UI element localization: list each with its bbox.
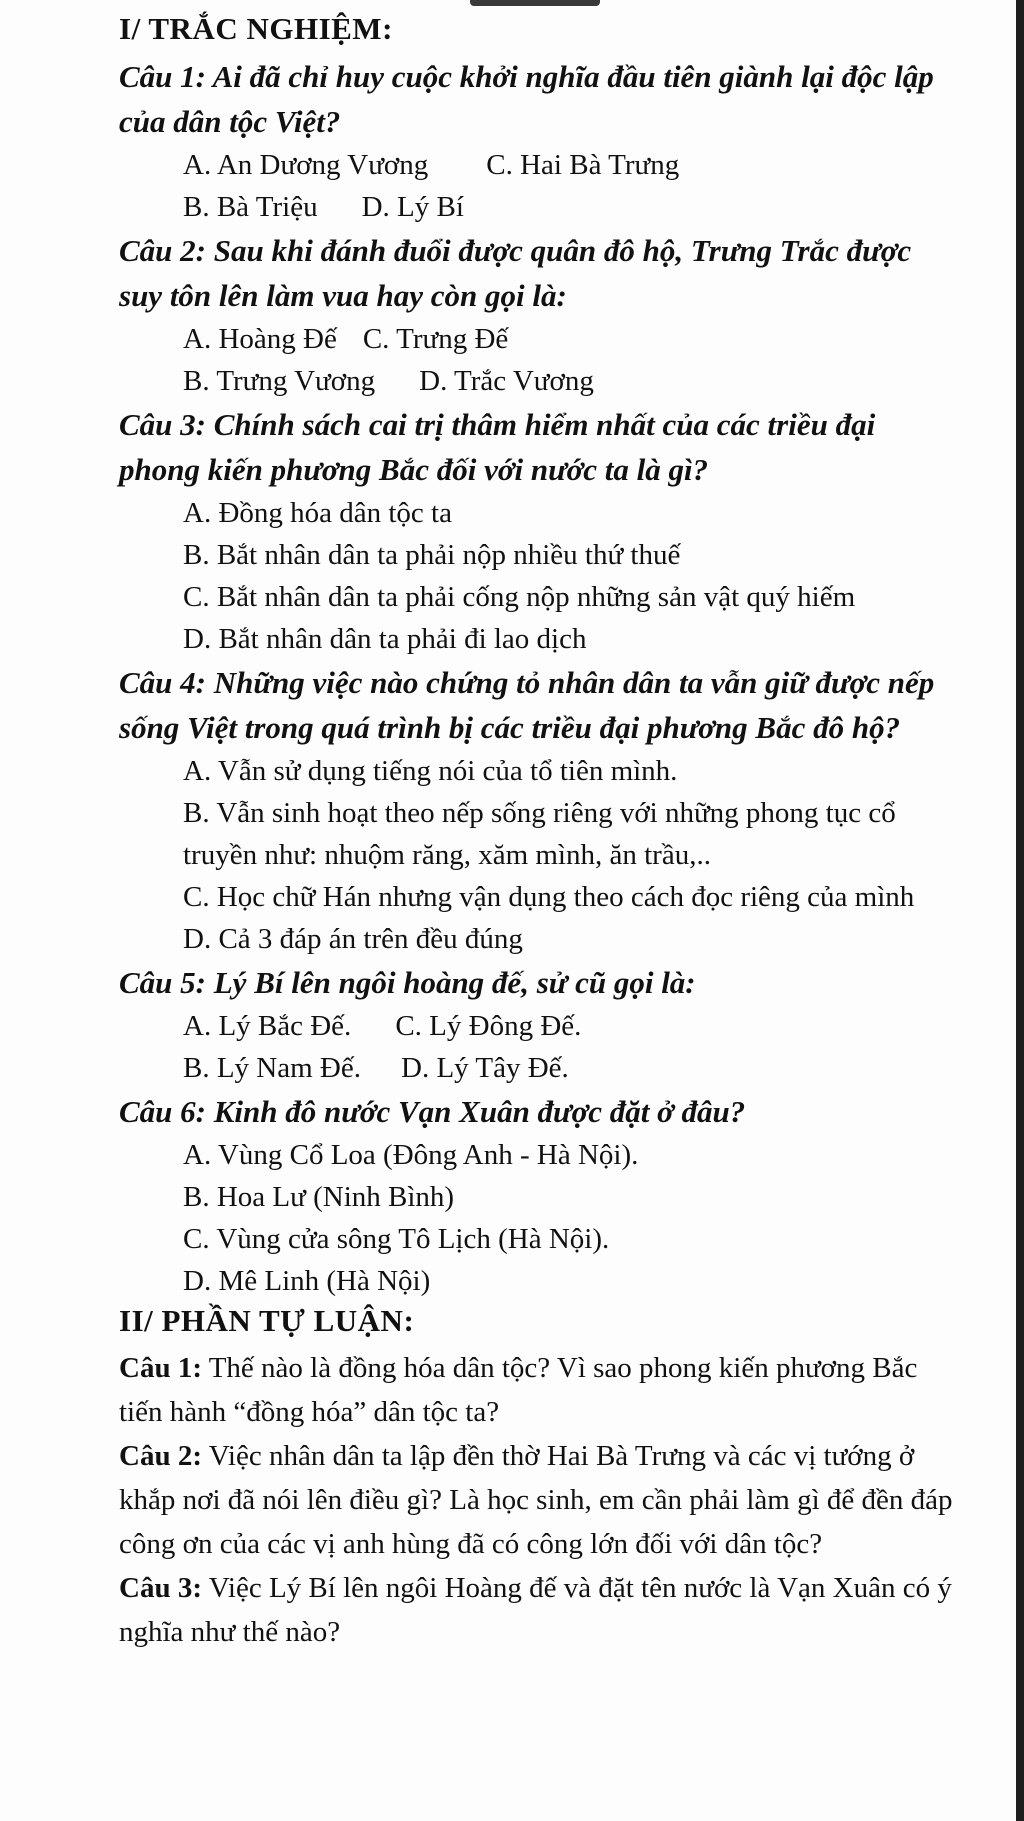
essay-question-2 bbox=[119, 1434, 959, 1566]
essay-label: Câu 2: bbox=[119, 1440, 202, 1472]
question-text: Chính sách cai trị thâm hiểm nhất của các triều đại phong kiến phương Bắc đối với nước ta là gì? bbox=[119, 407, 876, 487]
question-text: Ai đã chỉ huy cuộc khởi nghĩa đầu tiên giành lại độc lập của dân tộc Việt? bbox=[119, 59, 934, 139]
answer-options bbox=[119, 1005, 959, 1089]
question-4 bbox=[119, 660, 959, 960]
section-1-heading: I/ TRẮC NGHIỆM: bbox=[119, 11, 393, 46]
essay-question-1 bbox=[119, 1346, 959, 1434]
question-label: Câu 4: bbox=[119, 665, 206, 700]
essay-text: Việc Lý Bí lên ngôi Hoàng đế và đặt tên nước là Vạn Xuân có ý nghĩa như thế nào? bbox=[119, 1572, 952, 1648]
option-b: B. Bắt nhân dân ta phải nộp nhiều thứ thuế bbox=[183, 539, 681, 571]
answer-options bbox=[119, 144, 959, 228]
worksheet-content bbox=[119, 12, 959, 1654]
question-6 bbox=[119, 1089, 959, 1302]
option-d: D. Lý Tây Đế. bbox=[401, 1052, 569, 1084]
question-label: Câu 1: bbox=[119, 59, 206, 94]
option-c: C. Học chữ Hán nhưng vận dụng theo cách đọc riêng của mình bbox=[183, 881, 915, 913]
option-d: D. Bắt nhân dân ta phải đi lao dịch bbox=[183, 623, 587, 655]
option-b: B. Hoa Lư (Ninh Bình) bbox=[183, 1181, 455, 1213]
option-c: C. Lý Đông Đế. bbox=[395, 1010, 582, 1042]
page-edge-shadow bbox=[1016, 0, 1024, 1821]
option-d: D. Cả 3 đáp án trên đều đúng bbox=[183, 923, 523, 955]
answer-options bbox=[119, 750, 959, 960]
answer-options bbox=[119, 1134, 959, 1302]
essay-text: Việc nhân dân ta lập đền thờ Hai Bà Trưng và các vị tướng ở khắp nơi đã nói lên điều gì? Là học sinh, em cần phải làm gì để đền đáp công ơn của các vị anh hùng đã có công lớn đối với dân tộc? bbox=[119, 1440, 953, 1560]
question-text: Kinh đô nước Vạn Xuân được đặt ở đâu? bbox=[213, 1094, 746, 1129]
essay-label: Câu 3: bbox=[119, 1572, 202, 1604]
option-d: D. Lý Bí bbox=[361, 191, 464, 223]
essay-question-3 bbox=[119, 1566, 959, 1654]
essay-text: Thế nào là đồng hóa dân tộc? Vì sao phong kiến phương Bắc tiến hành “đồng hóa” dân tộc ta? bbox=[119, 1352, 918, 1428]
question-text: Những việc nào chứng tỏ nhân dân ta vẫn giữ được nếp sống Việt trong quá trình bị các triều đại phương Bắc đô hộ? bbox=[119, 665, 935, 745]
option-a: A. An Dương Vương bbox=[183, 149, 429, 181]
essay-label: Câu 1: bbox=[119, 1352, 202, 1384]
question-3 bbox=[119, 402, 959, 660]
option-d: D. Mê Linh (Hà Nội) bbox=[183, 1265, 431, 1297]
option-c: C. Hai Bà Trưng bbox=[486, 149, 680, 181]
option-b: B. Trưng Vương bbox=[183, 365, 376, 397]
question-2 bbox=[119, 228, 959, 402]
question-label: Câu 3: bbox=[119, 407, 206, 442]
option-a: A. Đồng hóa dân tộc ta bbox=[183, 497, 452, 529]
answer-options bbox=[119, 492, 959, 660]
question-label: Câu 6: bbox=[119, 1094, 206, 1129]
option-a: A. Hoàng Đế bbox=[183, 323, 337, 355]
option-a: A. Vùng Cổ Loa (Đông Anh - Hà Nội). bbox=[183, 1139, 639, 1171]
question-text: Sau khi đánh đuổi được quân đô hộ, Trưng Trắc được suy tôn lên làm vua hay còn gọi là: bbox=[119, 233, 912, 313]
cropped-top-text bbox=[470, 0, 600, 6]
question-5 bbox=[119, 960, 959, 1089]
question-label: Câu 5: bbox=[119, 965, 206, 1000]
option-b: B. Vẫn sinh hoạt theo nếp sống riêng với những phong tục cổ truyền như: nhuộm răng, xăm mình, ăn trầu,.. bbox=[183, 797, 896, 871]
option-a: A. Vẫn sử dụng tiếng nói của tổ tiên mình. bbox=[183, 755, 678, 787]
option-b: B. Lý Nam Đế. bbox=[183, 1052, 361, 1084]
question-1 bbox=[119, 54, 959, 228]
option-c: C. Trưng Đế bbox=[362, 323, 509, 355]
option-d: D. Trắc Vương bbox=[419, 365, 594, 397]
answer-options bbox=[119, 318, 959, 402]
option-a: A. Lý Bắc Đế. bbox=[183, 1010, 352, 1042]
question-text: Lý Bí lên ngôi hoàng đế, sử cũ gọi là: bbox=[213, 965, 696, 1000]
question-label: Câu 2: bbox=[119, 233, 206, 268]
option-c: C. Vùng cửa sông Tô Lịch (Hà Nội). bbox=[183, 1223, 610, 1255]
option-c: C. Bắt nhân dân ta phải cống nộp những sản vật quý hiếm bbox=[183, 581, 856, 613]
option-b: B. Bà Triệu bbox=[183, 191, 318, 223]
section-2-heading: II/ PHẦN TỰ LUẬN: bbox=[119, 1303, 415, 1338]
